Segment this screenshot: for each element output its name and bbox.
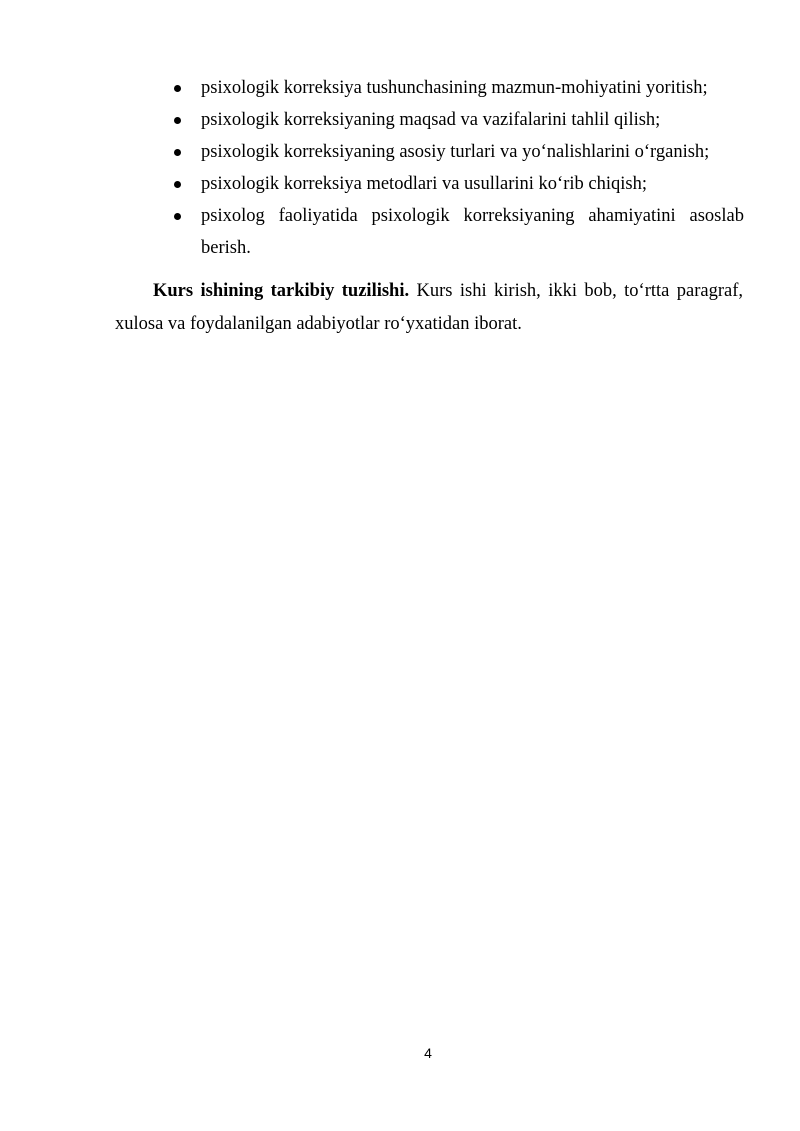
paragraph-first-line [115,275,743,308]
page-number: 4 [424,1045,432,1061]
list-item-text: psixologik korreksiya tushunchasining mazmun-mohiyatini yoritish; [201,78,708,98]
bullet-icon [174,85,181,92]
bullet-icon [174,213,181,220]
list-item [174,72,744,104]
list-item [174,200,744,264]
objectives-list [174,72,744,264]
list-item-text-line1: psixolog faoliyatida psixologik korreksiyaning ahamiyatini asoslab [201,206,744,226]
paragraph-text-end: xulosa va foydalanilgan adabiyotlar ro‘yxatidan iborat. [115,314,522,334]
list-item [174,104,744,136]
list-item-text: psixologik korreksiyaning asosiy turlari va yo‘nalishlarini o‘rganish; [201,142,710,162]
paragraph-heading: Kurs ishining tarkibiy tuzilishi. [153,281,410,301]
paragraph-text-start: Kurs ishi kirish, ikki bob, to‘rtta paragraf, [409,281,744,301]
bullet-icon [174,181,181,188]
structure-paragraph [115,275,743,341]
bullet-icon [174,117,181,124]
list-item-text: psixologik korreksiya metodlari va usullarini ko‘rib chiqish; [201,174,647,194]
bullet-icon [174,149,181,156]
list-item-text-line2: berish. [201,238,251,258]
list-item [174,168,744,200]
list-item [174,136,744,168]
list-item-text: psixologik korreksiyaning maqsad va vazifalarini tahlil qilish; [201,110,661,130]
